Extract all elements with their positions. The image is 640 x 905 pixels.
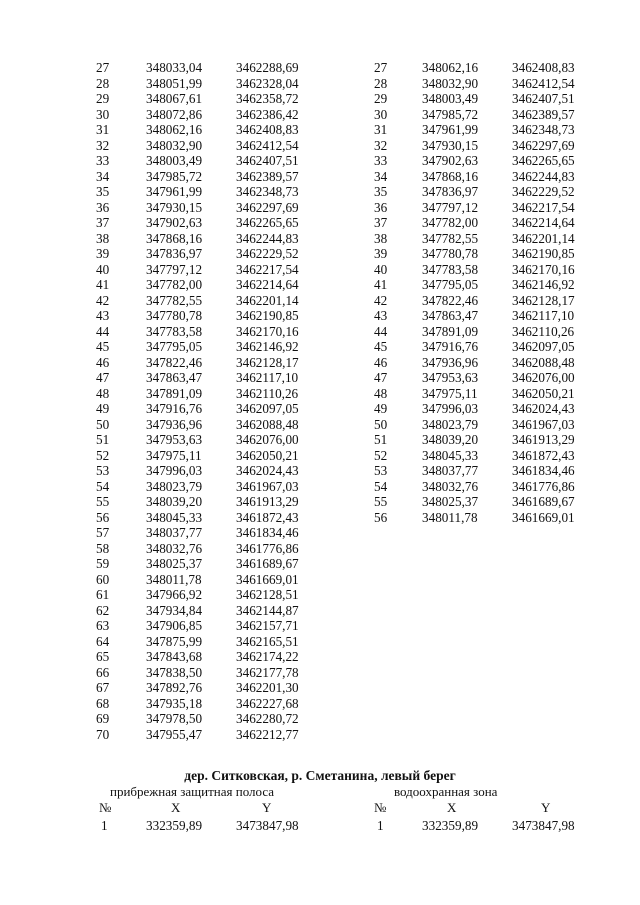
y-coordinate: 3461669,01: [512, 509, 575, 525]
y-coordinate: 3462244,83: [236, 230, 299, 246]
x-coordinate: 348032,90: [422, 75, 479, 91]
x-coordinate: 348045,33: [422, 447, 479, 463]
point-number: 70: [96, 726, 110, 742]
y-coordinate: 3462117,10: [512, 308, 575, 323]
y-coordinate: 3461967,03: [236, 478, 299, 494]
x-coordinate: 348062,16: [146, 122, 203, 137]
y-coordinate: 3461913,29: [236, 494, 299, 509]
y-coordinate: 3462144,87: [236, 602, 299, 618]
point-number: 37: [96, 215, 110, 230]
y-coordinate: 3461967,03: [512, 416, 575, 432]
y-coordinate: 3462265,65: [236, 215, 299, 230]
y-coordinate: 3462408,83: [236, 122, 299, 137]
y-coordinate: 3461834,46: [512, 463, 575, 478]
x-coordinate: 348023,79: [422, 416, 479, 432]
point-number: 64: [96, 633, 110, 649]
y-coordinate: 3462190,85: [512, 246, 575, 261]
y-coordinate: 3462128,51: [236, 587, 299, 602]
y-coordinate: 3462128,17: [236, 354, 299, 370]
x-coordinate: 347906,85: [146, 618, 203, 633]
y-coordinate: 3462177,78: [236, 664, 299, 680]
point-number: 68: [96, 695, 110, 711]
point-number: 35: [96, 184, 110, 199]
x-coordinate: 348039,20: [422, 432, 479, 447]
x-coordinate: 347795,05: [422, 277, 479, 292]
x-coordinate: 347996,03: [146, 463, 203, 478]
point-number: 65: [96, 649, 110, 664]
point-number: 35: [374, 184, 388, 199]
x-coordinate: 348025,37: [146, 556, 203, 571]
x-coordinate: 347822,46: [422, 292, 479, 308]
point-number: 56: [374, 509, 388, 525]
point-number: 40: [96, 261, 110, 277]
x-coordinate: 347836,97: [146, 246, 203, 261]
point-number: 40: [374, 261, 388, 277]
x-coordinate: 348011,78: [422, 509, 478, 525]
point-number: 54: [96, 478, 110, 494]
left-header-x: X: [171, 800, 181, 815]
point-number: 29: [374, 91, 388, 106]
y-coordinate: 3461689,67: [236, 556, 299, 571]
y-coordinate: 3462050,21: [236, 447, 299, 463]
y-coordinate: 3462229,52: [512, 184, 575, 199]
y-coordinate: 3462201,30: [236, 680, 299, 695]
x-coordinate: 347902,63: [422, 153, 479, 168]
right-header-y: Y: [541, 800, 551, 815]
x-coordinate: 347934,84: [146, 602, 203, 618]
point-number: 46: [374, 354, 388, 370]
point-number: 28: [96, 75, 110, 91]
y-coordinate: 3462389,57: [512, 106, 575, 122]
point-number: 33: [96, 153, 110, 168]
y-coordinate: 3462389,57: [236, 168, 299, 184]
point-number: 49: [96, 401, 110, 416]
y-coordinate: 3461776,86: [236, 540, 299, 556]
y-coordinate: 3462217,54: [512, 199, 575, 215]
point-number: 61: [96, 587, 110, 602]
x-coordinate: 348045,33: [146, 509, 203, 525]
x-coordinate: 347955,47: [146, 726, 203, 742]
point-number: 34: [374, 168, 388, 184]
x-coordinate: 348037,77: [146, 525, 203, 540]
point-number: 55: [96, 494, 110, 509]
y-coordinate: 3461872,43: [512, 447, 575, 463]
y-coordinate: 3462214,64: [236, 277, 299, 292]
y-coordinate: 3461913,29: [512, 432, 575, 447]
point-number: 50: [374, 416, 388, 432]
y-coordinate: 3462412,54: [236, 137, 299, 153]
y-coordinate: 3462201,14: [236, 292, 299, 308]
right-bottom-no: 1: [377, 818, 384, 833]
y-coordinate: 3462097,05: [512, 339, 575, 354]
x-coordinate: 348032,76: [146, 540, 203, 556]
point-number: 63: [96, 618, 110, 633]
point-number: 36: [96, 199, 110, 215]
x-coordinate: 347985,72: [422, 106, 479, 122]
point-number: 38: [374, 230, 388, 246]
x-coordinate: 347916,76: [146, 401, 203, 416]
x-coordinate: 348051,99: [146, 75, 203, 91]
x-coordinate: 347975,11: [422, 385, 478, 401]
point-number: 45: [374, 339, 388, 354]
point-number: 38: [96, 230, 110, 246]
y-coordinate: 3462076,00: [512, 370, 575, 385]
point-number: 27: [96, 60, 110, 75]
y-coordinate: 3462088,48: [236, 416, 299, 432]
point-number: 39: [96, 246, 110, 261]
right-header-x: X: [447, 800, 457, 815]
x-coordinate: 347975,11: [146, 447, 202, 463]
point-number: 42: [374, 292, 388, 308]
point-number: 44: [374, 323, 388, 339]
point-number: 32: [96, 137, 110, 153]
y-coordinate: 3462190,85: [236, 308, 299, 323]
y-coordinate: 3462170,16: [236, 323, 299, 339]
y-coordinate: 3462024,43: [236, 463, 299, 478]
x-coordinate: 347966,92: [146, 587, 203, 602]
point-number: 67: [96, 680, 110, 695]
left-bottom-no: 1: [101, 818, 108, 833]
x-coordinate: 347780,78: [146, 308, 203, 323]
x-coordinate: 347868,16: [146, 230, 203, 246]
x-coordinate: 347782,00: [146, 277, 203, 292]
point-number: 51: [96, 432, 110, 447]
x-coordinate: 348011,78: [146, 571, 202, 587]
x-coordinate: 348003,49: [422, 91, 479, 106]
x-coordinate: 347868,16: [422, 168, 479, 184]
point-number: 27: [374, 60, 388, 75]
y-coordinate: 3462110,26: [512, 323, 575, 339]
point-number: 46: [96, 354, 110, 370]
y-coordinate: 3462088,48: [512, 354, 575, 370]
y-coordinate: 3462244,83: [512, 168, 575, 184]
x-coordinate: 347797,12: [422, 199, 479, 215]
y-coordinate: 3462146,92: [512, 277, 575, 292]
x-coordinate: 347978,50: [146, 711, 203, 726]
x-coordinate: 347930,15: [422, 137, 479, 153]
x-coordinate: 347838,50: [146, 664, 203, 680]
point-number: 28: [374, 75, 388, 91]
y-coordinate: 3462212,77: [236, 726, 299, 742]
x-coordinate: 347935,18: [146, 695, 203, 711]
point-number: 37: [374, 215, 388, 230]
y-coordinate: 3462227,68: [236, 695, 299, 711]
point-number: 56: [96, 509, 110, 525]
y-coordinate: 3462146,92: [236, 339, 299, 354]
left-header-no: №: [99, 800, 112, 815]
point-number: 55: [374, 494, 388, 509]
y-coordinate: 3462076,00: [236, 432, 299, 447]
y-coordinate: 3462201,14: [512, 230, 575, 246]
point-number: 69: [96, 711, 110, 726]
x-coordinate: 347843,68: [146, 649, 203, 664]
y-coordinate: 3462265,65: [512, 153, 575, 168]
y-coordinate: 3461689,67: [512, 494, 575, 509]
y-coordinate: 3462280,72: [236, 711, 299, 726]
x-coordinate: 348067,61: [146, 91, 203, 106]
point-number: 34: [96, 168, 110, 184]
x-coordinate: 347795,05: [146, 339, 203, 354]
x-coordinate: 348037,77: [422, 463, 479, 478]
point-number: 32: [374, 137, 388, 153]
x-coordinate: 347782,55: [422, 230, 479, 246]
x-coordinate: 347916,76: [422, 339, 479, 354]
y-coordinate: 3462174,22: [236, 649, 299, 664]
x-coordinate: 347902,63: [146, 215, 203, 230]
left-header-y: Y: [262, 800, 272, 815]
point-number: 47: [374, 370, 388, 385]
x-coordinate: 347891,09: [422, 323, 479, 339]
x-coordinate: 347783,58: [422, 261, 479, 277]
y-coordinate: 3462110,26: [236, 385, 299, 401]
x-coordinate: 347891,09: [146, 385, 203, 401]
x-coordinate: 347961,99: [146, 184, 203, 199]
x-coordinate: 348023,79: [146, 478, 203, 494]
y-coordinate: 3462170,16: [512, 261, 575, 277]
y-coordinate: 3462358,72: [236, 91, 299, 106]
point-number: 60: [96, 571, 110, 587]
y-coordinate: 3462407,51: [512, 91, 575, 106]
x-coordinate: 347936,96: [146, 416, 203, 432]
y-coordinate: 3462297,69: [236, 199, 299, 215]
point-number: 44: [96, 323, 110, 339]
x-coordinate: 347930,15: [146, 199, 203, 215]
point-number: 50: [96, 416, 110, 432]
x-coordinate: 347953,63: [146, 432, 203, 447]
x-coordinate: 348039,20: [146, 494, 203, 509]
point-number: 53: [96, 463, 110, 478]
x-coordinate: 347953,63: [422, 370, 479, 385]
y-coordinate: 3461834,46: [236, 525, 299, 540]
x-coordinate: 348072,86: [146, 106, 203, 122]
x-coordinate: 347961,99: [422, 122, 479, 137]
y-coordinate: 3462217,54: [236, 261, 299, 277]
x-coordinate: 348003,49: [146, 153, 203, 168]
section-title: дер. Ситковская, р. Сметанина, левый берег: [184, 768, 456, 783]
point-number: 48: [96, 385, 110, 401]
x-coordinate: 347875,99: [146, 633, 203, 649]
y-coordinate: 3462128,17: [512, 292, 575, 308]
point-number: 66: [96, 664, 110, 680]
point-number: 29: [96, 91, 110, 106]
right-bottom-x: 332359,89: [422, 818, 479, 833]
y-coordinate: 3462165,51: [236, 633, 299, 649]
x-coordinate: 347822,46: [146, 354, 203, 370]
point-number: 45: [96, 339, 110, 354]
right-bottom-y: 3473847,98: [512, 818, 575, 833]
point-number: 54: [374, 478, 388, 494]
y-coordinate: 3462050,21: [512, 385, 575, 401]
y-coordinate: 3462348,73: [512, 122, 575, 137]
x-coordinate: 347863,47: [146, 370, 203, 385]
point-number: 53: [374, 463, 388, 478]
point-number: 62: [96, 602, 110, 618]
y-coordinate: 3462408,83: [512, 60, 575, 75]
point-number: 43: [374, 308, 388, 323]
left-subtitle: прибрежная защитная полоса: [110, 784, 275, 799]
x-coordinate: 347985,72: [146, 168, 203, 184]
x-coordinate: 348032,90: [146, 137, 203, 153]
point-number: 33: [374, 153, 388, 168]
point-number: 39: [374, 246, 388, 261]
point-number: 42: [96, 292, 110, 308]
point-number: 49: [374, 401, 388, 416]
point-number: 52: [374, 447, 388, 463]
point-number: 31: [374, 122, 388, 137]
point-number: 36: [374, 199, 388, 215]
y-coordinate: 3462348,73: [236, 184, 299, 199]
y-coordinate: 3462097,05: [236, 401, 299, 416]
x-coordinate: 347780,78: [422, 246, 479, 261]
y-coordinate: 3462288,69: [236, 60, 299, 75]
x-coordinate: 347863,47: [422, 308, 479, 323]
y-coordinate: 3461872,43: [236, 509, 299, 525]
point-number: 57: [96, 525, 110, 540]
y-coordinate: 3462328,04: [236, 75, 299, 91]
x-coordinate: 348032,76: [422, 478, 479, 494]
point-number: 58: [96, 540, 110, 556]
y-coordinate: 3461669,01: [236, 571, 299, 587]
y-coordinate: 3462157,71: [236, 618, 299, 633]
y-coordinate: 3462024,43: [512, 401, 575, 416]
x-coordinate: 348033,04: [146, 60, 203, 75]
point-number: 41: [374, 277, 388, 292]
y-coordinate: 3462386,42: [236, 106, 299, 122]
x-coordinate: 347996,03: [422, 401, 479, 416]
point-number: 30: [96, 106, 110, 122]
left-bottom-x: 332359,89: [146, 818, 203, 833]
x-coordinate: 347797,12: [146, 261, 203, 277]
point-number: 48: [374, 385, 388, 401]
right-subtitle: водоохранная зона: [394, 784, 498, 799]
y-coordinate: 3462412,54: [512, 75, 575, 91]
point-number: 31: [96, 122, 110, 137]
y-coordinate: 3462407,51: [236, 153, 299, 168]
y-coordinate: 3462229,52: [236, 246, 299, 261]
point-number: 52: [96, 447, 110, 463]
right-header-no: №: [374, 800, 387, 815]
x-coordinate: 347782,00: [422, 215, 479, 230]
point-number: 41: [96, 277, 110, 292]
x-coordinate: 348025,37: [422, 494, 479, 509]
left-bottom-y: 3473847,98: [236, 818, 299, 833]
y-coordinate: 3462117,10: [236, 370, 299, 385]
y-coordinate: 3462214,64: [512, 215, 575, 230]
point-number: 59: [96, 556, 110, 571]
x-coordinate: 347892,76: [146, 680, 203, 695]
x-coordinate: 347936,96: [422, 354, 479, 370]
x-coordinate: 348062,16: [422, 60, 479, 75]
x-coordinate: 347782,55: [146, 292, 203, 308]
point-number: 51: [374, 432, 388, 447]
point-number: 30: [374, 106, 388, 122]
x-coordinate: 347783,58: [146, 323, 203, 339]
y-coordinate: 3461776,86: [512, 478, 575, 494]
point-number: 47: [96, 370, 110, 385]
point-number: 43: [96, 308, 110, 323]
x-coordinate: 347836,97: [422, 184, 479, 199]
y-coordinate: 3462297,69: [512, 137, 575, 153]
